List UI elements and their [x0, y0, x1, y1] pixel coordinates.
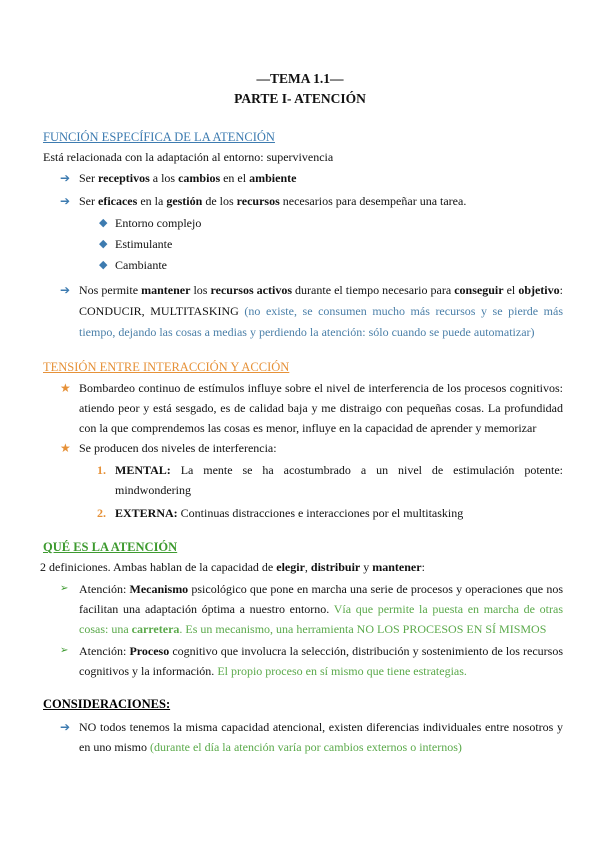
- star-icon: ★: [60, 381, 71, 395]
- section-consideraciones: [43, 697, 563, 757]
- triangle-icon: ➢: [60, 583, 69, 594]
- diamond-icon: ◆: [99, 238, 108, 250]
- list-item: ★ Se producen dos niveles de interferencia:: [43, 438, 563, 458]
- paragraph: Está relacionada con la adaptación al entorno: supervivencia: [43, 150, 334, 164]
- star-icon: ★: [60, 441, 71, 455]
- list-item: ➔ Ser receptivos a los cambios en el ambiente: [43, 168, 563, 188]
- section-que-es: [40, 540, 564, 681]
- section-heading: FUNCIÓN ESPECÍFICA DE LA ATENCIÓN: [43, 130, 275, 144]
- numbered-item: 2. EXTERNA: Continuas distracciones e interacciones por el multitasking: [97, 506, 464, 520]
- list-item: ➔ NO todos tenemos la misma capacidad atencional, existen diferencias individuales entre nosotros y en uno mismo (durante el día la atención varía por cambios externos o internos): [43, 717, 563, 757]
- arrow-icon: ➔: [60, 720, 71, 734]
- list-item: ★ Bombardeo continuo de estímulos influye sobre el nivel de interferencia de los procesos cognitivos: atiendo peor y está sesgado, es de calidad baja y me distraigo con pequeñas cosas. La profundidad con la que comprendemos las cosas es menor, influye en la capacidad de aprender y memorizar: [43, 378, 563, 438]
- section-funcion: [43, 130, 563, 343]
- list-item: ➢ Atención: Mecanismo psicológico que pone en marcha una serie de procesos y operaciones que nos facilitan una adaptación óptima a nuestro entorno. Vía que permite la puesta en marcha de otras cosas: una carretera. Es un mecanismo, una herramienta NO LOS PROCESOS EN SÍ MISMOS: [43, 579, 563, 639]
- sub-item: ◆ Entorno complejo: [43, 213, 563, 234]
- paragraph: 2 definiciones. Ambas hablan de la capacidad de elegir, distribuir y mantener:: [40, 560, 425, 574]
- list-item: ➔ Nos permite mantener los recursos activos durante el tiempo necesario para conseguir el objetivo: CONDUCIR, MULTITASKING (no existe, se consumen mucho más recursos y se pierde más tiempo, dejando las cosas a medias y perdiendo la atención: sólo cuando se puede automatizar): [43, 280, 563, 343]
- triangle-icon: ➢: [60, 645, 69, 656]
- doc-subtitle: PARTE I- ATENCIÓN: [234, 91, 366, 106]
- doc-title: —TEMA 1.1—: [256, 71, 344, 86]
- numbered-item: 1. MENTAL: La mente se ha acostumbrado a un nivel de estimulación potente: mindwondering: [97, 463, 563, 497]
- sub-item: ◆ Estimulante: [43, 234, 563, 255]
- list-item: ➢ Atención: Proceso cognitivo que involucra la selección, distribución y sostenimiento de los recursos cognitivos y la información. El propio proceso en sí mismo que tiene estrategias.: [43, 641, 563, 681]
- section-tension: [43, 360, 563, 523]
- arrow-icon: ➔: [60, 194, 71, 208]
- section-heading: TENSIÓN ENTRE INTERACCIÓN Y ACCIÓN: [43, 360, 290, 374]
- arrow-icon: ➔: [60, 283, 71, 297]
- arrow-icon: ➔: [60, 171, 71, 185]
- sub-item: ◆ Cambiante: [43, 255, 563, 276]
- diamond-icon: ◆: [99, 259, 108, 271]
- list-item: ➔ Ser eficaces en la gestión de los recursos necesarios para desempeñar una tarea.: [43, 191, 563, 211]
- section-heading: QUÉ ES LA ATENCIÓN: [43, 540, 178, 554]
- section-heading: CONSIDERACIONES:: [43, 697, 171, 711]
- diamond-icon: ◆: [99, 217, 108, 229]
